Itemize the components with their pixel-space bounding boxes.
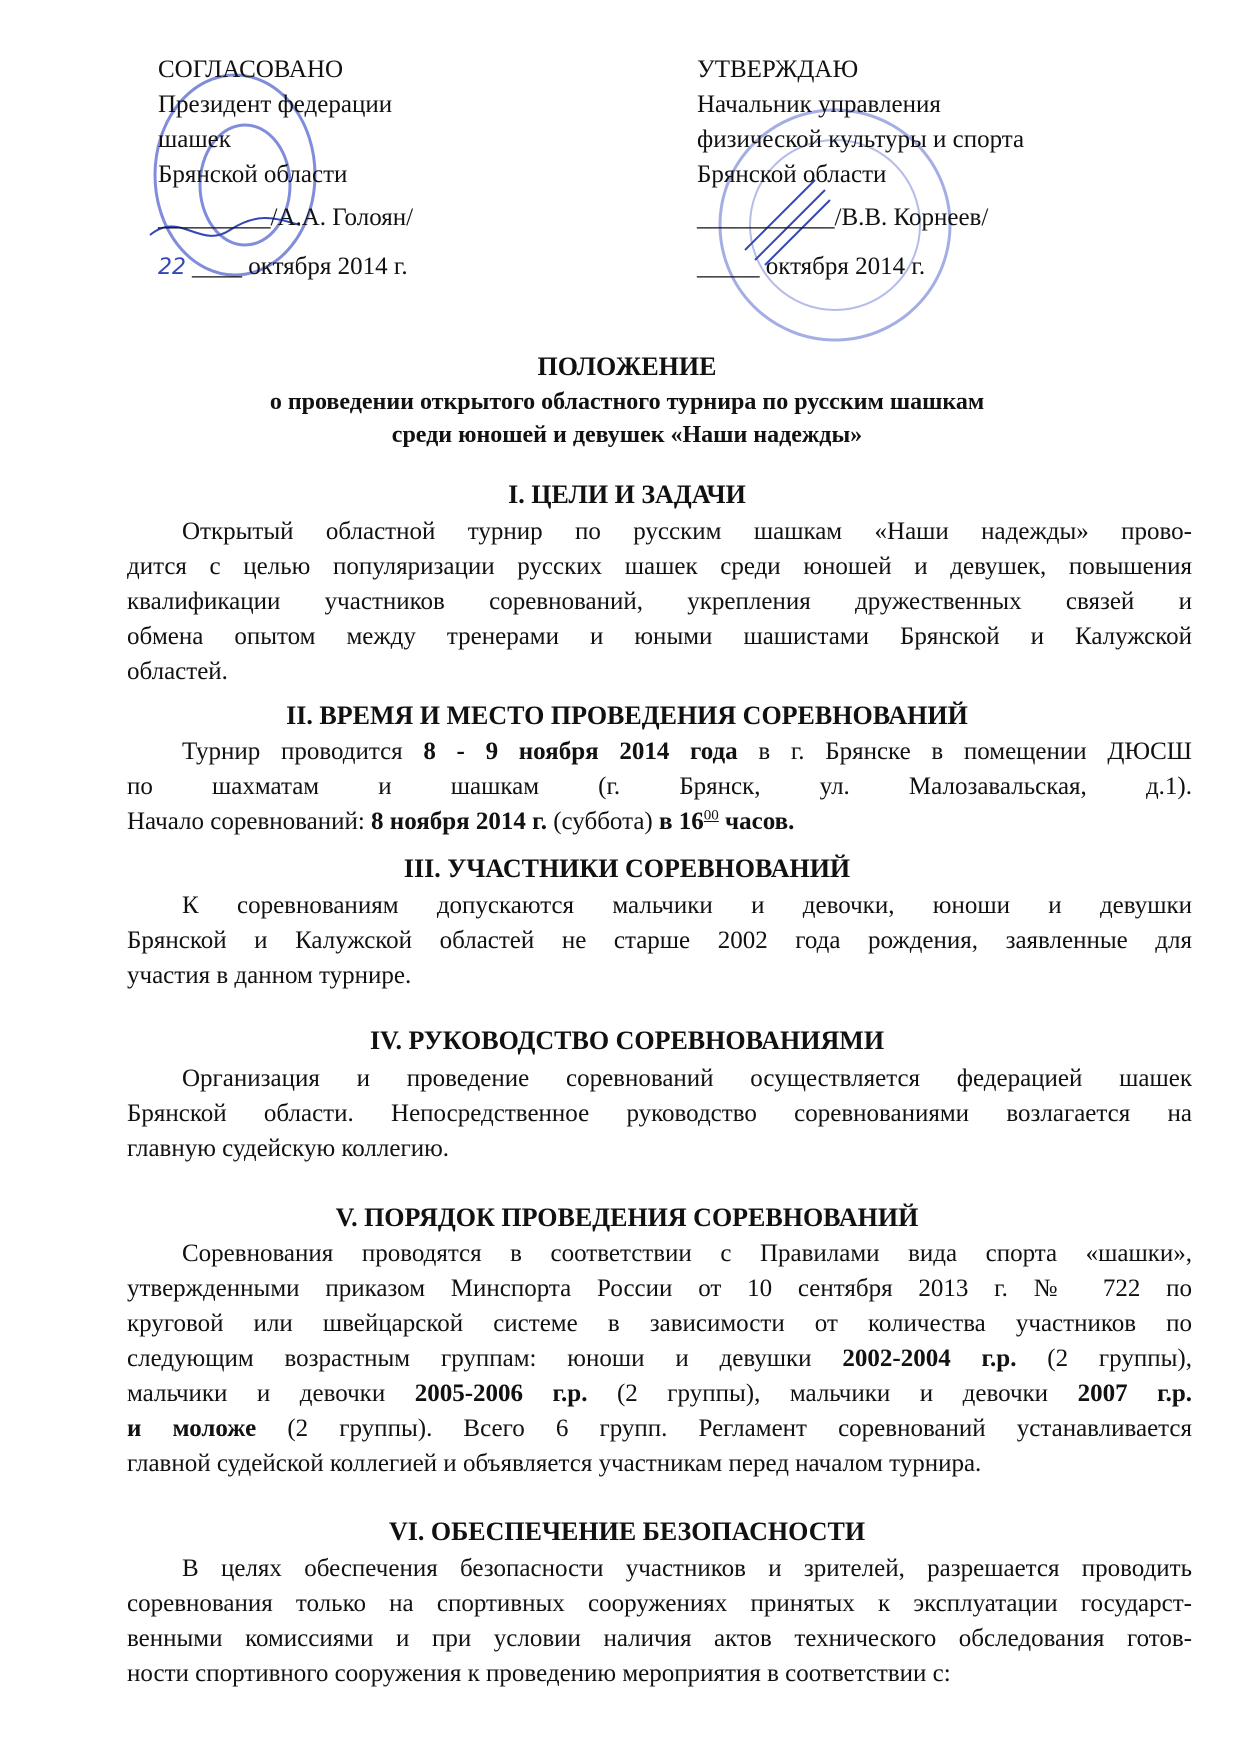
paragraph-line: [127, 1096, 1192, 1131]
bold-text: 8 - 9 ноября 2014 года: [423, 738, 738, 765]
text: (2 группы),: [1016, 1345, 1192, 1372]
approval-right: [697, 52, 1024, 284]
paragraph-line: [127, 549, 1192, 584]
text: следующим возрастным группам: юноши и девушки: [127, 1345, 843, 1372]
text: (2 группы), мальчики и девочки: [587, 1380, 1078, 1407]
bold-text: 2007 г.р.: [1077, 1380, 1193, 1407]
text: В целях обеспечения безопасности участников и зрителей, разрешается проводить: [182, 1555, 1192, 1582]
text: (2 группы). Всего 6 групп. Регламент соревнований устанавливается: [256, 1415, 1192, 1442]
text: главную судейскую коллегию.: [127, 1135, 450, 1162]
approval-left-signature: _________/А.А. Голоян/: [158, 204, 414, 231]
text: по шахматам и шашкам (г. Брянск, ул. Малозавальская, д.1).: [127, 773, 1192, 800]
paragraph-line: [127, 619, 1192, 654]
paragraph-line: [127, 1376, 1192, 1411]
paragraph-line: [127, 769, 1192, 804]
paragraph-line: [127, 1061, 1192, 1096]
approval-left: [158, 52, 413, 285]
text: областей.: [127, 658, 228, 685]
text: дится с целью популяризации русских шашек среди юношей и девушек, повышения: [127, 553, 1192, 580]
bold-text: и моложе: [127, 1415, 257, 1442]
paragraph-line: [127, 888, 1192, 923]
approval-left-line: шашек: [158, 126, 231, 153]
bold-text: 8 ноября 2014 г.: [371, 808, 547, 835]
section-heading: I. ЦЕЛИ И ЗАДАЧИ: [508, 480, 746, 509]
section-heading: IV. РУКОВОДСТВО СОРЕВНОВАНИЯМИ: [369, 1026, 885, 1055]
paragraph-line: [127, 1131, 1192, 1166]
text: мальчики и девочки: [127, 1380, 415, 1407]
section-heading: VI. ОБЕСПЕЧЕНИЕ БЕЗОПАСНОСТИ: [388, 1517, 866, 1546]
paragraph-line: [127, 1306, 1192, 1341]
section-paragraph: [127, 514, 1192, 689]
paragraph-line: [127, 584, 1192, 619]
text: Турнир проводится: [182, 738, 424, 765]
approval-left-line: Брянской области: [158, 161, 348, 188]
text: венными комиссиями и при условии наличия актов технического обследования готов-: [127, 1625, 1192, 1652]
bold-text: 2005-2006 г.р.: [414, 1380, 588, 1407]
document-title: ПОЛОЖЕНИЕ: [537, 352, 717, 381]
paragraph-line: [127, 804, 1192, 839]
text: соревнования только на спортивных сооружениях принятых к эксплуатации государст-: [127, 1590, 1192, 1617]
section-paragraph: [127, 888, 1192, 993]
section-paragraph: [127, 1551, 1192, 1691]
text: 00: [703, 807, 719, 824]
paragraph-line: [127, 958, 1192, 993]
text: Брянской области. Непосредственное руководство соревнованиями возлагается на: [127, 1100, 1192, 1127]
text: квалификации участников соревнований, укрепления дружественных связей и: [127, 588, 1192, 615]
text: Начало соревнований:: [127, 808, 372, 835]
text: круговой или швейцарской системе в зависимости от количества участников по: [127, 1310, 1192, 1337]
text: ности спортивного сооружения к проведению мероприятия в соответствии с:: [127, 1660, 951, 1687]
paragraph-line: [127, 1551, 1192, 1586]
approval-left-date: [158, 249, 413, 285]
approval-right-line: физической культуры и спорта: [697, 126, 1025, 153]
bold-text: в 16: [659, 808, 704, 835]
text: утвержденными приказом Минспорта России от 10 сентября 2013 г. № 722 по: [127, 1275, 1192, 1302]
paragraph-line: [127, 1656, 1192, 1691]
approval-left-date-handwritten: 22: [158, 255, 186, 280]
paragraph-line: [127, 1271, 1192, 1306]
section-paragraph: [127, 734, 1192, 839]
document-subtitle: о проведении открытого областного турнира по русским шашкам: [269, 389, 985, 415]
text: участия в данном турнире.: [127, 962, 412, 989]
paragraph-line: [127, 1236, 1192, 1271]
text: Брянской и Калужской областей не старше 2002 года рождения, заявленные для: [127, 927, 1192, 954]
section-paragraph: [127, 1061, 1192, 1166]
approval-right-date: _____ октября 2014 г.: [697, 253, 926, 280]
paragraph-line: [127, 1411, 1192, 1446]
paragraph-line: [127, 1446, 1192, 1481]
text: Соревнования проводятся в соответствии с Правилами вида спорта «шашки»,: [182, 1240, 1192, 1267]
paragraph-line: [127, 654, 1192, 689]
paragraph-line: [127, 1621, 1192, 1656]
paragraph-line: [127, 1341, 1192, 1376]
document-subtitle: среди юношей и девушек «Наши надежды»: [391, 422, 863, 448]
approval-left-date-text: ____ октября 2014 г.: [192, 253, 408, 280]
text: Организация и проведение соревнований осуществляется федерацией шашек: [182, 1065, 1192, 1092]
section-heading: II. ВРЕМЯ И МЕСТО ПРОВЕДЕНИЯ СОРЕВНОВАНИЙ: [286, 701, 968, 730]
approval-right-signature: ___________/В.В. Корнеев/: [697, 204, 989, 231]
text: Открытый областной турнир по русским шашкам «Наши надежды» прово-: [182, 518, 1192, 545]
approval-right-title: УТВЕРЖДАЮ: [697, 56, 859, 83]
paragraph-line: [127, 734, 1192, 769]
approval-left-line: Президент федерации: [158, 91, 393, 118]
bold-text: 2002-2004 г.р.: [842, 1345, 1017, 1372]
paragraph-line: [127, 514, 1192, 549]
approval-right-line: Начальник управления: [697, 91, 941, 118]
text: К соревнованиям допускаются мальчики и девочки, юноши и девушки: [182, 892, 1192, 919]
text: в г. Брянске в помещении ДЮСШ: [737, 738, 1192, 765]
section-heading: V. ПОРЯДОК ПРОВЕДЕНИЯ СОРЕВНОВАНИЙ: [335, 1203, 919, 1232]
section-paragraph: [127, 1236, 1192, 1481]
bold-text: часов.: [718, 808, 795, 835]
paragraph-line: [127, 1586, 1192, 1621]
approval-right-line: Брянской области: [697, 161, 887, 188]
text: (суббота): [546, 808, 659, 835]
section-heading: III. УЧАСТНИКИ СОРЕВНОВАНИЙ: [403, 854, 851, 883]
approval-left-title: СОГЛАСОВАНО: [158, 56, 344, 83]
text: главной судейской коллегией и объявляется участникам перед началом турнира.: [127, 1450, 982, 1477]
text: обмена опытом между тренерами и юными шашистами Брянской и Калужской: [127, 623, 1192, 650]
paragraph-line: [127, 923, 1192, 958]
